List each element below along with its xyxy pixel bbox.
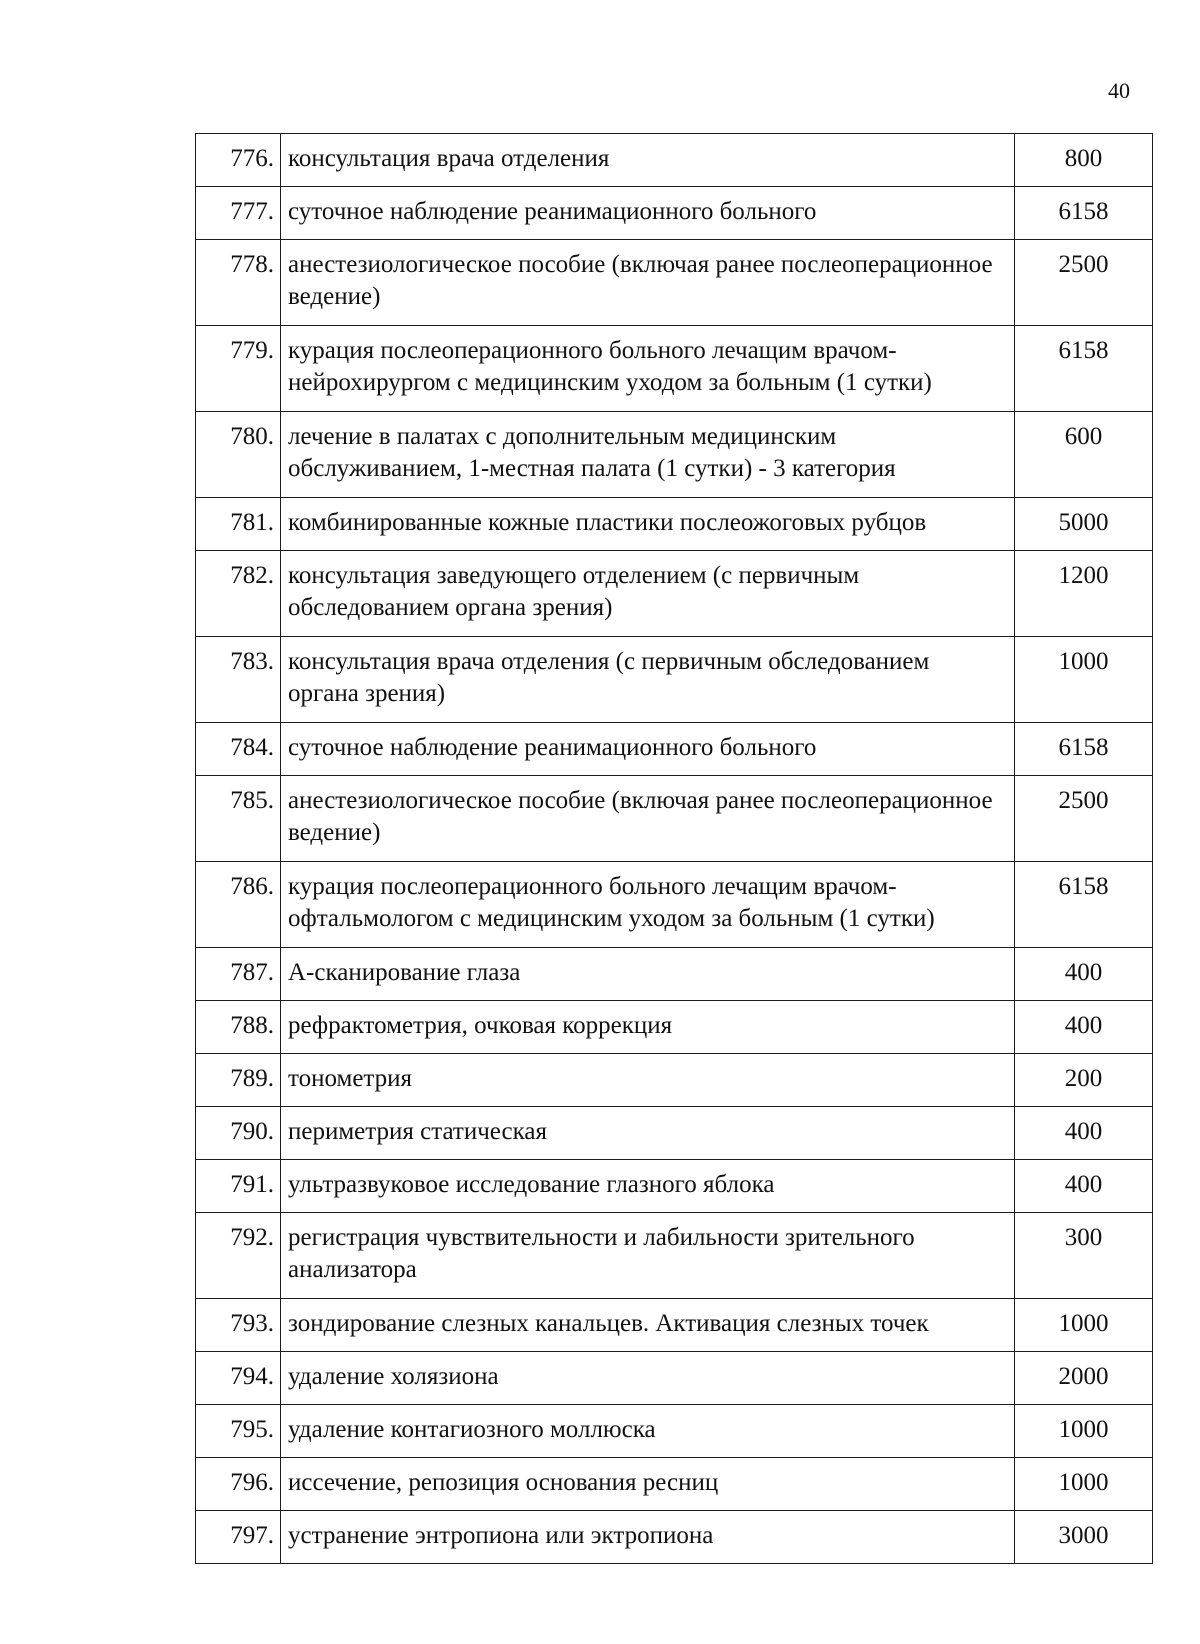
row-number: 791. [196, 1160, 281, 1213]
service-description: анестезиологическое пособие (включая ранее послеоперационное ведение) [281, 240, 1015, 326]
row-number: 787. [196, 948, 281, 1001]
service-description: удаление холязиона [281, 1352, 1015, 1405]
service-description: рефрактометрия, очковая коррекция [281, 1001, 1015, 1054]
service-price: 6158 [1015, 723, 1153, 776]
page-number: 40 [1108, 78, 1130, 103]
table-row [196, 412, 1153, 498]
service-description: А-сканирование глаза [281, 948, 1015, 1001]
service-description: консультация врача отделения [281, 134, 1015, 187]
service-description: ультразвуковое исследование глазного яблока [281, 1160, 1015, 1213]
row-number: 780. [196, 412, 281, 498]
service-price: 1000 [1015, 1299, 1153, 1352]
row-number: 788. [196, 1001, 281, 1054]
row-number: 782. [196, 551, 281, 637]
service-description: анестезиологическое пособие (включая ранее послеоперационное ведение) [281, 776, 1015, 862]
service-description: периметрия статическая [281, 1107, 1015, 1160]
service-price: 6158 [1015, 187, 1153, 240]
row-number: 797. [196, 1511, 281, 1564]
table-row [196, 1352, 1153, 1405]
row-number: 796. [196, 1458, 281, 1511]
table-row [196, 1160, 1153, 1213]
table-row [196, 240, 1153, 326]
table-row [196, 551, 1153, 637]
service-description: лечение в палатах с дополнительным медицинским обслуживанием, 1-местная палата (1 сутки) - 3 категория [281, 412, 1015, 498]
table-row [196, 1107, 1153, 1160]
table-row [196, 498, 1153, 551]
service-description: курация послеоперационного больного лечащим врачом-нейрохирургом с медицинским уходом за больным (1 сутки) [281, 326, 1015, 412]
service-price: 2500 [1015, 776, 1153, 862]
service-description: устранение энтропиона или эктропиона [281, 1511, 1015, 1564]
row-number: 790. [196, 1107, 281, 1160]
service-description: консультация заведующего отделением (с первичным обследованием органа зрения) [281, 551, 1015, 637]
table-row [196, 1001, 1153, 1054]
row-number: 783. [196, 637, 281, 723]
service-price: 6158 [1015, 326, 1153, 412]
price-table [195, 133, 1153, 1564]
table-row [196, 326, 1153, 412]
service-price: 3000 [1015, 1511, 1153, 1564]
service-description: регистрация чувствительности и лабильности зрительного анализатора [281, 1213, 1015, 1299]
table-row [196, 723, 1153, 776]
service-price: 400 [1015, 1160, 1153, 1213]
table-row [196, 1458, 1153, 1511]
row-number: 781. [196, 498, 281, 551]
service-price: 800 [1015, 134, 1153, 187]
row-number: 786. [196, 862, 281, 948]
service-price: 5000 [1015, 498, 1153, 551]
row-number: 795. [196, 1405, 281, 1458]
service-description: суточное наблюдение реанимационного больного [281, 723, 1015, 776]
row-number: 794. [196, 1352, 281, 1405]
service-price: 400 [1015, 1001, 1153, 1054]
table-row [196, 187, 1153, 240]
service-description: удаление контагиозного моллюска [281, 1405, 1015, 1458]
table-row [196, 1054, 1153, 1107]
row-number: 785. [196, 776, 281, 862]
service-description: консультация врача отделения (с первичным обследованием органа зрения) [281, 637, 1015, 723]
row-number: 793. [196, 1299, 281, 1352]
table-row [196, 1213, 1153, 1299]
service-price: 1000 [1015, 1405, 1153, 1458]
row-number: 792. [196, 1213, 281, 1299]
service-description: комбинированные кожные пластики послеожоговых рубцов [281, 498, 1015, 551]
table-row [196, 948, 1153, 1001]
row-number: 776. [196, 134, 281, 187]
row-number: 784. [196, 723, 281, 776]
service-price: 1000 [1015, 1458, 1153, 1511]
service-price: 400 [1015, 948, 1153, 1001]
service-price: 2500 [1015, 240, 1153, 326]
service-price: 2000 [1015, 1352, 1153, 1405]
table-row [196, 862, 1153, 948]
table-row [196, 1299, 1153, 1352]
service-price: 300 [1015, 1213, 1153, 1299]
service-price: 600 [1015, 412, 1153, 498]
table-row [196, 1405, 1153, 1458]
service-description: курация послеоперационного больного лечащим врачом-офтальмологом с медицинским уходом за больным (1 сутки) [281, 862, 1015, 948]
row-number: 779. [196, 326, 281, 412]
service-description: зондирование слезных канальцев. Активация слезных точек [281, 1299, 1015, 1352]
table-row [196, 776, 1153, 862]
service-description: тонометрия [281, 1054, 1015, 1107]
service-price: 200 [1015, 1054, 1153, 1107]
service-price: 400 [1015, 1107, 1153, 1160]
table-row [196, 1511, 1153, 1564]
row-number: 789. [196, 1054, 281, 1107]
service-description: иссечение, репозиция основания ресниц [281, 1458, 1015, 1511]
table-row [196, 637, 1153, 723]
service-price: 1000 [1015, 637, 1153, 723]
row-number: 778. [196, 240, 281, 326]
service-price: 1200 [1015, 551, 1153, 637]
service-description: суточное наблюдение реанимационного больного [281, 187, 1015, 240]
table-row [196, 134, 1153, 187]
service-price: 6158 [1015, 862, 1153, 948]
row-number: 777. [196, 187, 281, 240]
